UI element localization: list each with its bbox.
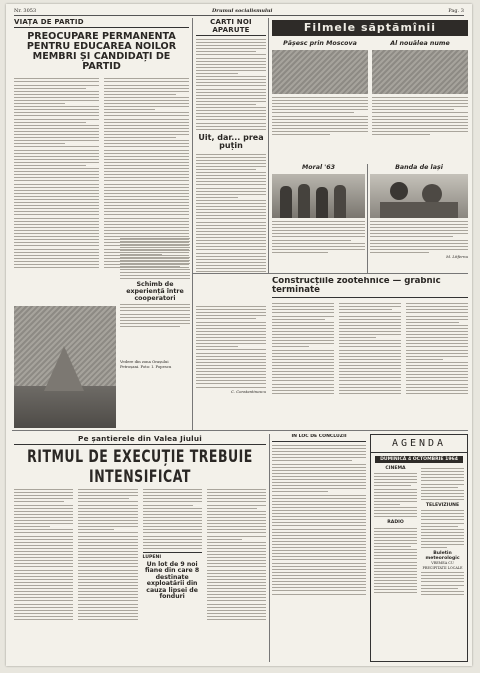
article-headline: RITMUL DE EXECUȚIE TREBUIE INTENSIFICAT — [27, 445, 253, 487]
section-rule — [192, 273, 468, 274]
weather-heading: Buletin meteorologic — [425, 551, 460, 562]
article-text-column — [14, 76, 99, 270]
film-title: Pășesc prin Moscova — [283, 40, 357, 47]
column-rule — [192, 18, 193, 430]
photo-caption: Vedere din zona Orașului Petroșani. Foto: I. Popescu — [120, 360, 172, 369]
column-rule — [269, 434, 270, 662]
film-still — [272, 174, 365, 218]
author-signature: C. Constantinescu — [231, 388, 266, 394]
landscape-photo — [14, 306, 116, 428]
cooperative-exchange-cont — [196, 304, 266, 426]
newspaper-title: Drumul socialismului — [211, 7, 273, 14]
article-headline: IN LOC DE CONCLUZII — [272, 434, 366, 442]
film-still — [372, 50, 468, 94]
film-title: Moral '63 — [302, 164, 335, 171]
cooperative-exchange-article — [120, 236, 190, 356]
conclusions-article — [272, 434, 366, 662]
box-headline: Un lot de 9 noi fiane din care 8 destinate exploatării din cauza lipsei de fonduri — [145, 560, 200, 601]
film-review — [372, 40, 468, 162]
box-label: LUPENI — [142, 554, 162, 560]
section-kicker: Pe șantierele din Valea Jiului — [14, 434, 266, 445]
author-signature: M. Litfernu — [446, 254, 468, 260]
film-still — [370, 174, 468, 218]
page-number: Pag. 3 — [448, 7, 464, 14]
film-review — [272, 164, 365, 272]
film-title: Banda de lași — [395, 164, 443, 171]
lupeni-box — [143, 552, 202, 601]
agenda-date: DUMINICĂ 4 OCTOMBRIE 1964 — [375, 456, 463, 463]
jiu-valley-article — [14, 434, 266, 662]
weather-subheading: VREMEA CU PRECIPITATII LOCALE — [422, 561, 463, 570]
masthead — [14, 6, 464, 16]
article-headline: Uit, dar... prea puțin — [198, 132, 264, 151]
column-rule — [367, 164, 368, 274]
column-rule — [268, 18, 269, 273]
film-review — [370, 164, 468, 272]
section-kicker: VIAȚA DE PARTID — [14, 18, 189, 28]
radio-heading: RADIO — [387, 520, 404, 526]
agenda-box — [370, 434, 468, 662]
article-headline: PREOCUPARE PERMANENTA PENTRU EDUCAREA NOILOR MEMBRI ȘI CANDIDAȚI DE PARTID — [26, 31, 177, 73]
film-title: Al nouălea nume — [390, 40, 450, 47]
article-headline: Schimb de experiență între cooperatori — [126, 281, 184, 302]
cinema-heading: CINEMA — [385, 466, 406, 471]
newspaper-page — [6, 4, 472, 666]
films-banner: Filmele săptămînii — [272, 20, 468, 36]
issue-number: Nr. 3053 — [14, 7, 37, 14]
section-kicker: CARTI NOI APARUTE — [196, 18, 266, 36]
livestock-construction-article — [272, 277, 468, 427]
film-review — [272, 40, 368, 162]
section-rule — [12, 430, 468, 431]
tv-heading: TELEVIZIUNE — [425, 503, 460, 509]
new-books-article — [196, 18, 266, 273]
film-still — [272, 50, 368, 94]
agenda-title: AGENDA — [371, 435, 467, 453]
article-headline: Construcțiile zootehnice — grabnic terminate — [272, 277, 468, 298]
